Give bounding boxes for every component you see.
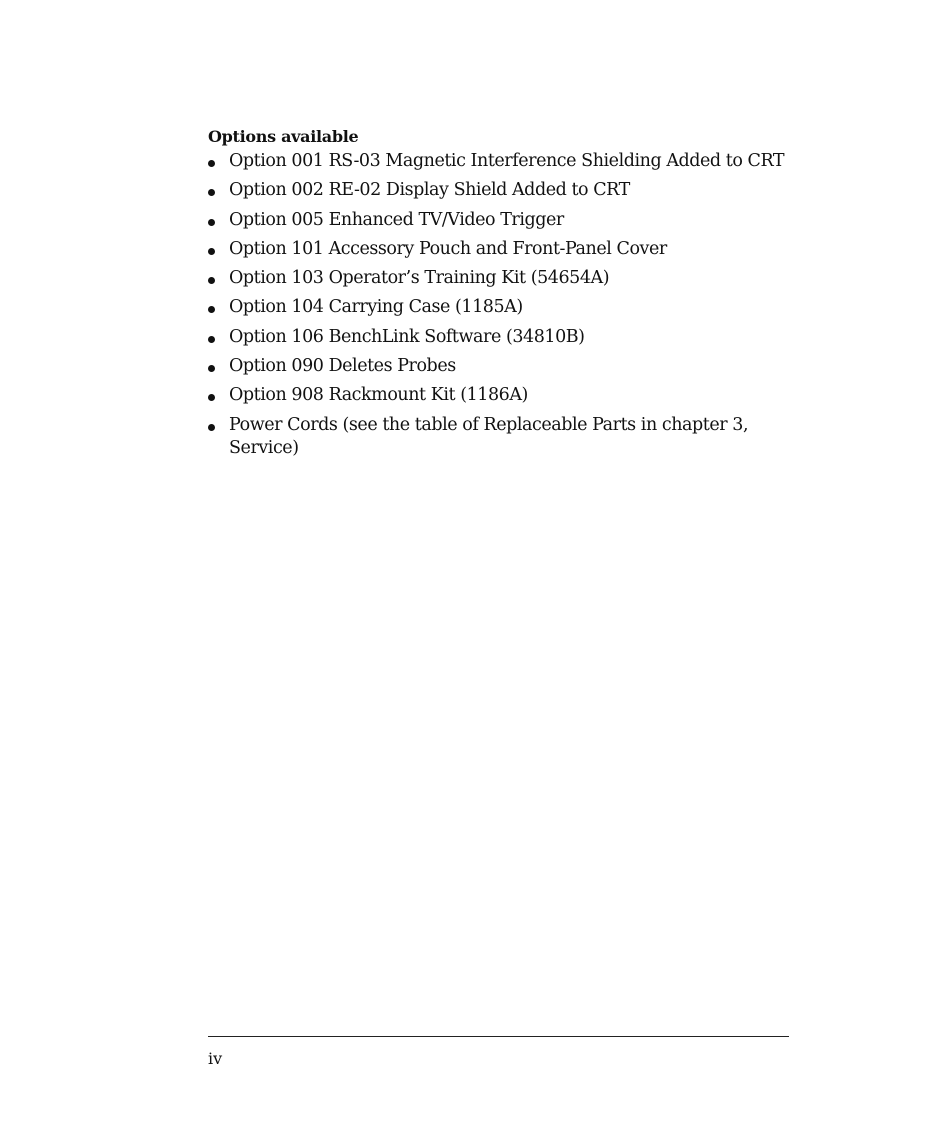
- bullet-icon: [208, 394, 215, 401]
- section-heading: Options available: [208, 127, 359, 146]
- bullet-icon: [208, 306, 215, 313]
- option-text: Option 106 BenchLink Software (34810B): [229, 326, 585, 347]
- list-item: [208, 355, 788, 378]
- option-text: Option 101 Accessory Pouch and Front-Panel Cover: [229, 238, 667, 259]
- list-item: [208, 209, 788, 232]
- bullet-icon: [208, 160, 215, 167]
- option-text: Option 001 RS-03 Magnetic Interference Shielding Added to CRT: [229, 151, 785, 171]
- list-item: [208, 238, 788, 261]
- list-item: [208, 267, 788, 290]
- bullet-icon: [208, 189, 215, 196]
- page-number: iv: [208, 1049, 223, 1068]
- list-item: [208, 414, 788, 460]
- options-section: [208, 126, 788, 466]
- option-text: Option 002 RE-02 Display Shield Added to CRT: [229, 180, 630, 201]
- list-item: [208, 384, 788, 407]
- bullet-icon: [208, 219, 215, 226]
- list-item: [208, 179, 788, 202]
- bullet-icon: [208, 365, 215, 372]
- footer-divider: [208, 1036, 789, 1037]
- list-item: [208, 326, 788, 349]
- option-text: Option 103 Operator’s Training Kit (54654A): [229, 268, 610, 289]
- options-list: [208, 150, 788, 460]
- bullet-icon: [208, 277, 215, 284]
- bullet-icon: [208, 424, 215, 431]
- option-text: Option 090 Deletes Probes: [229, 356, 456, 377]
- bullet-icon: [208, 336, 215, 343]
- option-text: Option 005 Enhanced TV/Video Trigger: [229, 209, 564, 230]
- list-item: [208, 150, 788, 173]
- option-text: Option 104 Carrying Case (1185A): [229, 297, 523, 318]
- list-item: [208, 296, 788, 319]
- option-text: Power Cords (see the table of Replaceable Parts in chapter 3, Service): [229, 414, 749, 458]
- bullet-icon: [208, 248, 215, 255]
- option-text: Option 908 Rackmount Kit (1186A): [229, 385, 528, 406]
